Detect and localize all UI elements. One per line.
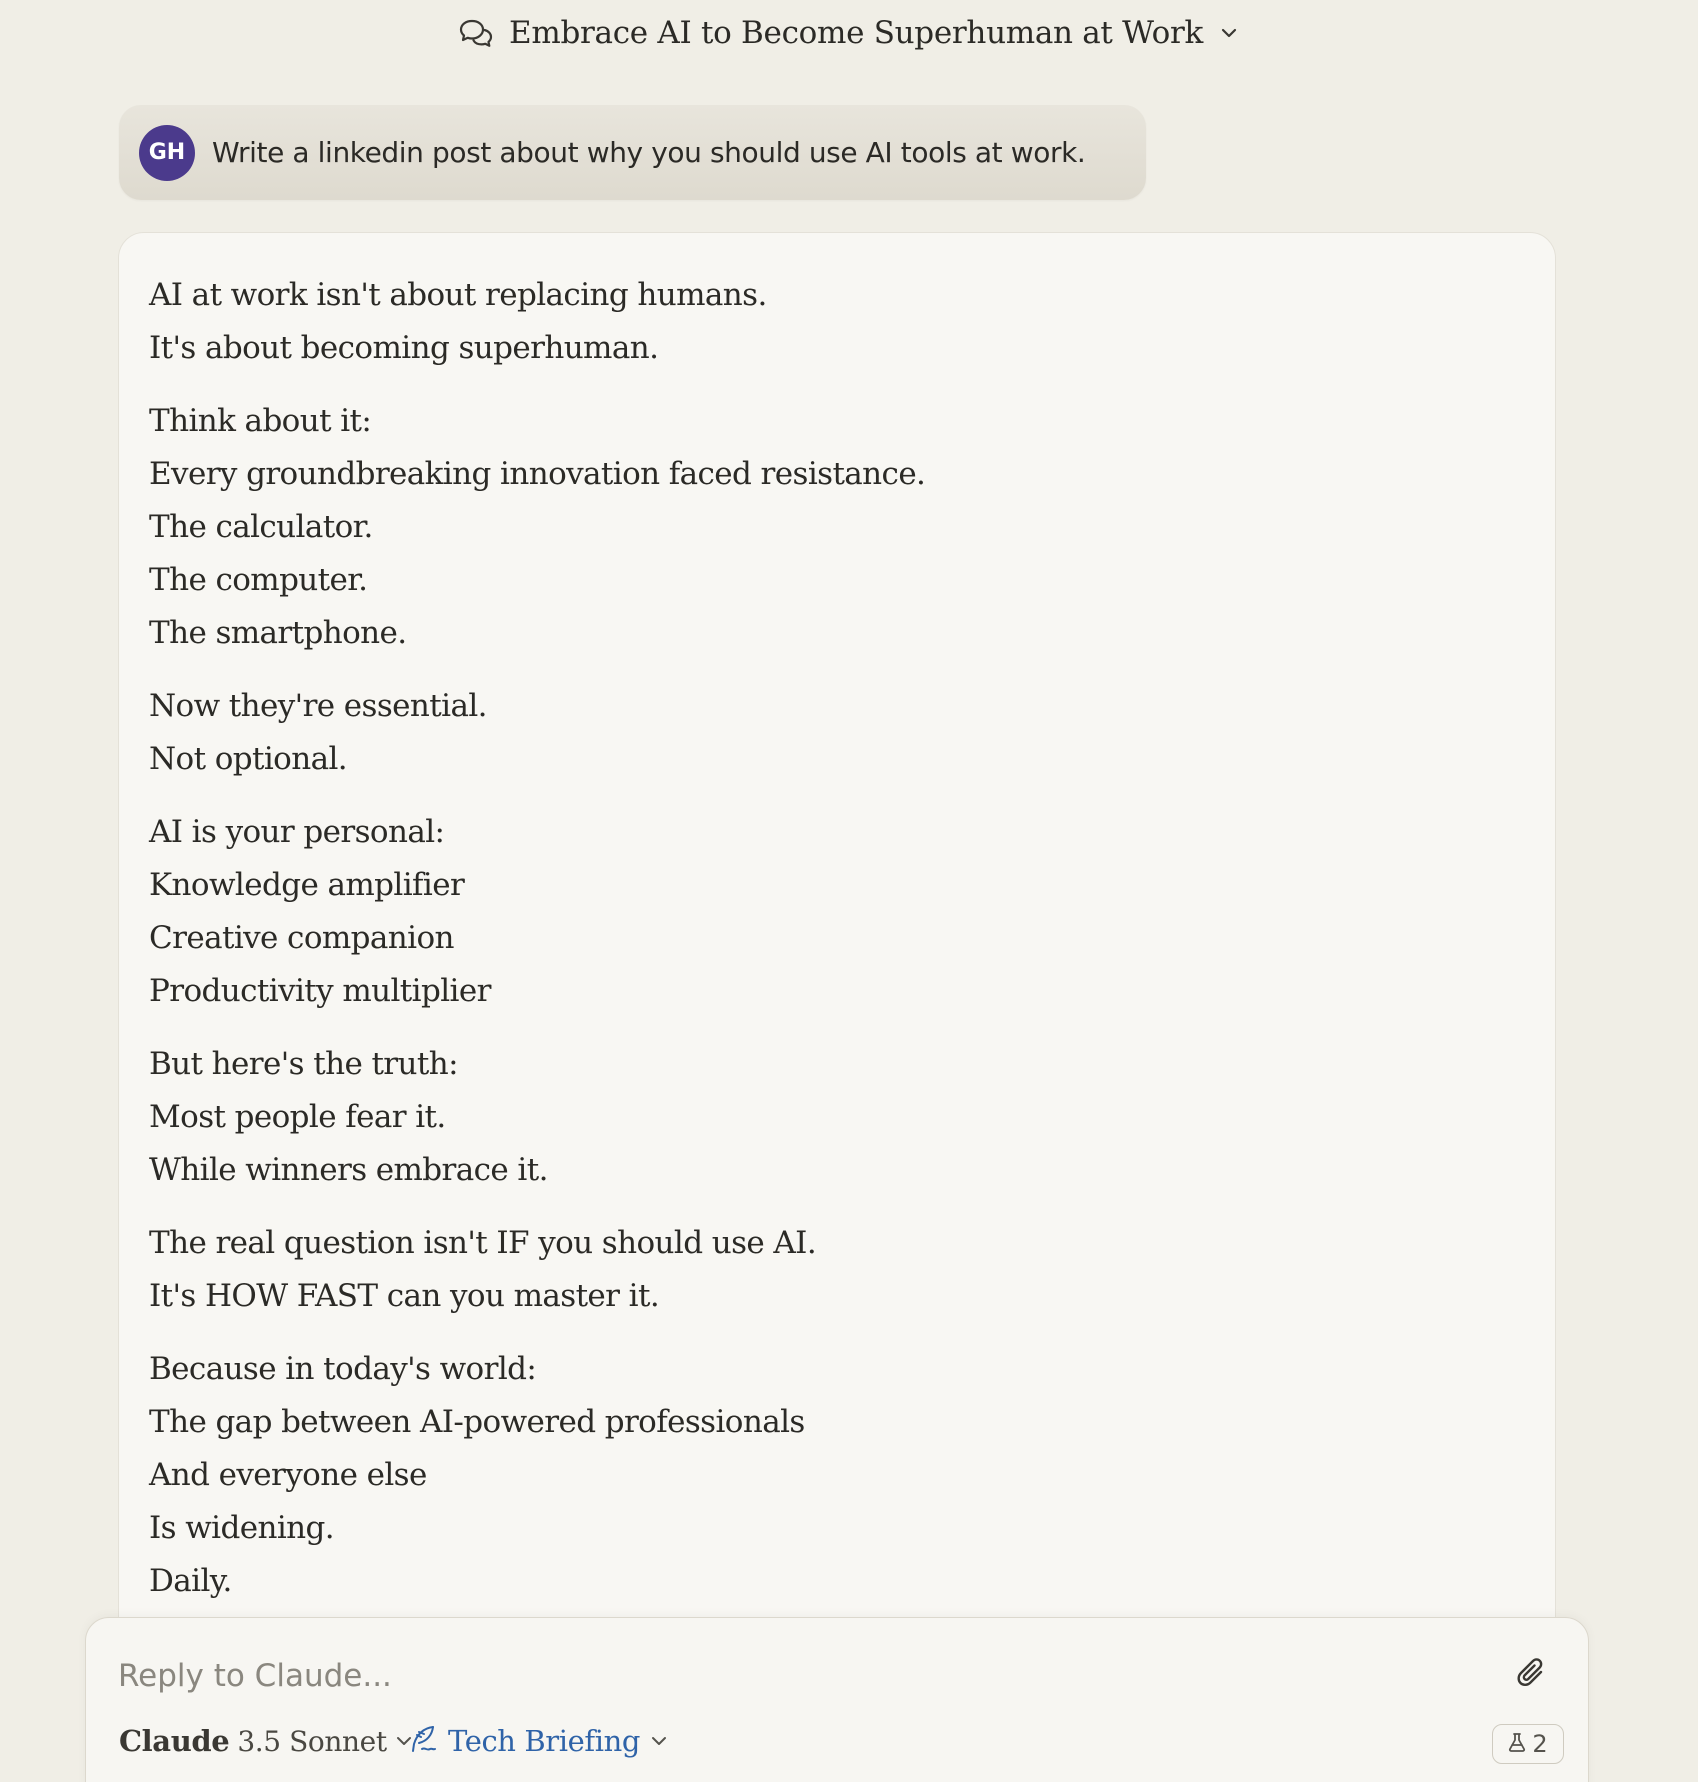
- paperclip-icon: [1514, 1677, 1550, 1696]
- response-line: While winners embrace it.: [149, 1152, 548, 1188]
- response-paragraph: [149, 1038, 1525, 1197]
- chevron-down-icon: [650, 1732, 668, 1751]
- response-paragraph: [149, 395, 1525, 660]
- response-line: Every groundbreaking innovation faced resistance.: [149, 456, 926, 492]
- quill-icon: [408, 1724, 438, 1758]
- user-message: [119, 105, 1146, 200]
- response-line: And everyone else: [149, 1457, 427, 1493]
- response-line: Creative companion: [149, 920, 454, 956]
- response-line: The real question isn't IF you should use AI.: [149, 1225, 817, 1261]
- features-badge-button[interactable]: [1492, 1724, 1564, 1764]
- response-paragraph: [149, 806, 1525, 1018]
- response-line: Most people fear it.: [149, 1099, 446, 1135]
- assistant-message: [118, 232, 1556, 1692]
- response-line: The computer.: [149, 562, 368, 598]
- model-selector[interactable]: [119, 1724, 413, 1758]
- conversation-title: Embrace AI to Become Superhuman at Work: [509, 15, 1203, 51]
- chat-bubbles-icon: [459, 18, 493, 48]
- response-line: AI is your personal:: [149, 814, 445, 850]
- response-line: Now they're essential.: [149, 688, 487, 724]
- response-line: Knowledge amplifier: [149, 867, 465, 903]
- conversation-title-button[interactable]: [459, 15, 1239, 51]
- chevron-down-icon: [1219, 26, 1239, 40]
- response-line: Think about it:: [149, 403, 372, 439]
- response-line: It's about becoming superhuman.: [149, 330, 659, 366]
- response-line: AI at work isn't about replacing humans.: [149, 277, 767, 313]
- style-selector[interactable]: [408, 1724, 668, 1758]
- response-line: The calculator.: [149, 509, 373, 545]
- response-line: The smartphone.: [149, 615, 407, 651]
- response-line: It's HOW FAST can you master it.: [149, 1278, 660, 1314]
- response-line: Because in today's world:: [149, 1351, 537, 1387]
- response-line: The gap between AI-powered professionals: [149, 1404, 805, 1440]
- response-line: But here's the truth:: [149, 1046, 458, 1082]
- style-label: Tech Briefing: [448, 1724, 641, 1758]
- flask-icon: [1508, 1730, 1526, 1758]
- reply-input[interactable]: [118, 1654, 1418, 1698]
- avatar: GH: [139, 125, 195, 181]
- header: [0, 0, 1698, 66]
- attach-button[interactable]: [1514, 1656, 1550, 1692]
- response-paragraph: [149, 680, 1525, 786]
- features-count: 2: [1532, 1730, 1548, 1758]
- response-paragraph: [149, 1343, 1525, 1608]
- model-name: Claude: [119, 1724, 230, 1758]
- assistant-message-body: [149, 269, 1525, 1608]
- response-line: Is widening.: [149, 1510, 334, 1546]
- response-line: Productivity multiplier: [149, 973, 491, 1009]
- response-line: Daily.: [149, 1563, 232, 1599]
- response-line: Not optional.: [149, 741, 348, 777]
- composer: [85, 1617, 1589, 1782]
- user-message-text: Write a linkedin post about why you should use AI tools at work.: [212, 136, 1086, 169]
- model-version: 3.5 Sonnet: [237, 1724, 387, 1758]
- response-paragraph: [149, 1217, 1525, 1323]
- response-paragraph: [149, 269, 1525, 375]
